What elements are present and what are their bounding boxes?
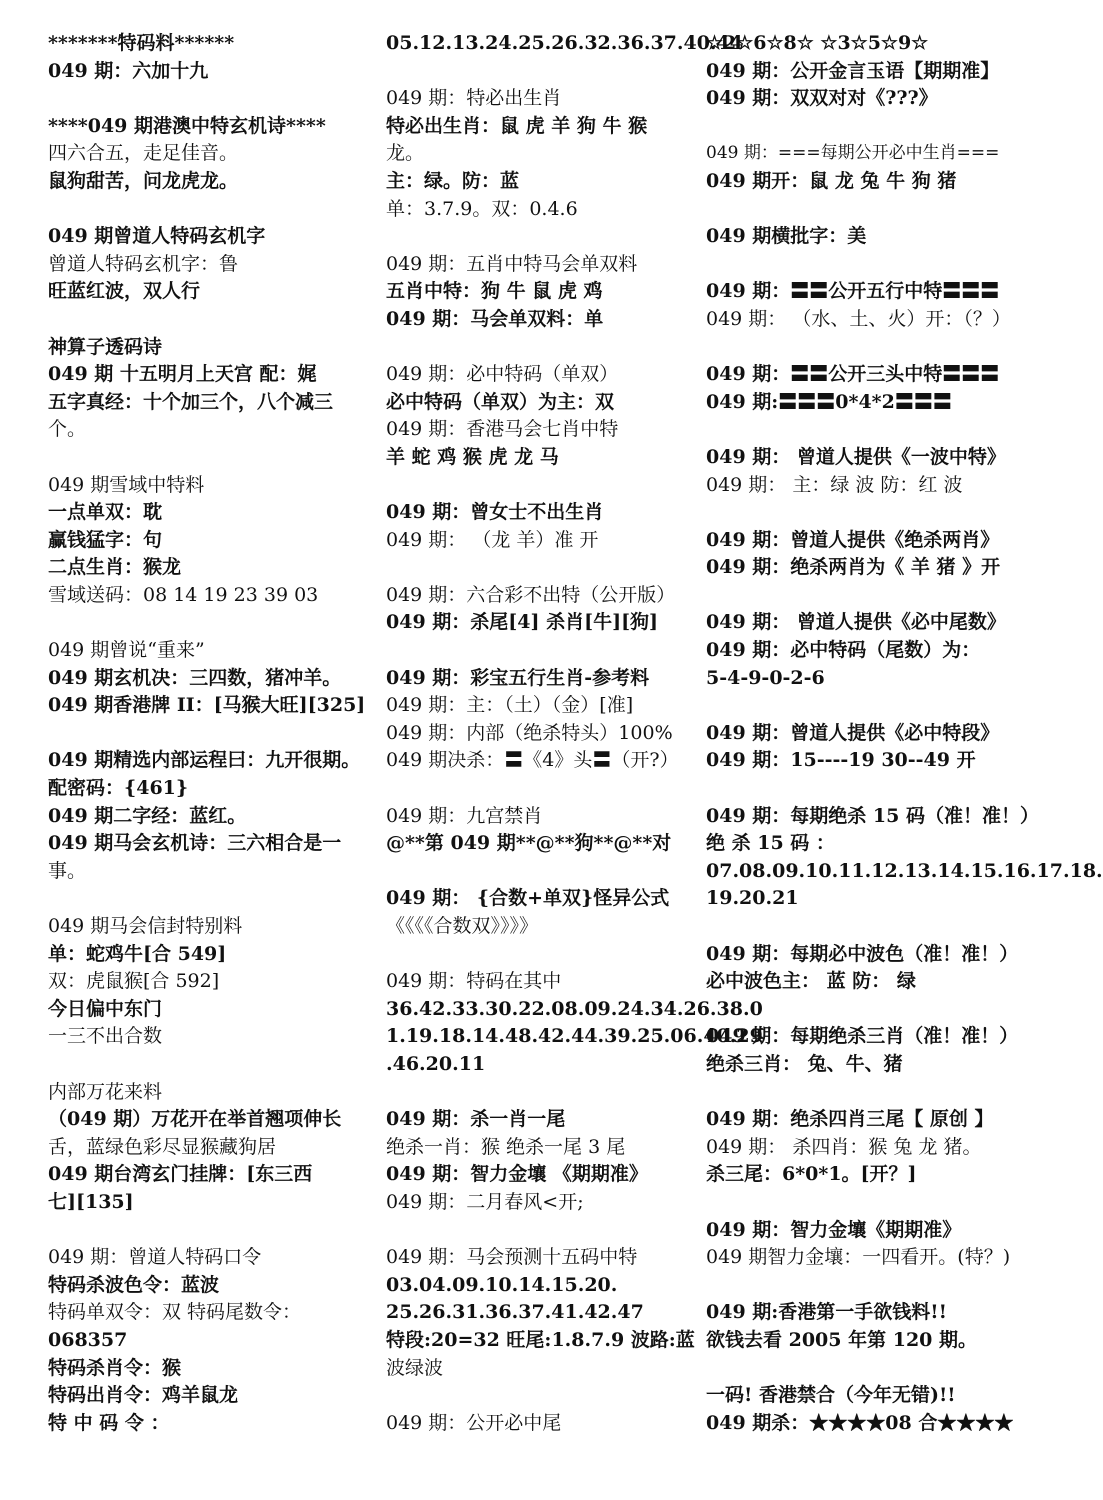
blank-line — [706, 582, 1036, 610]
text-line: 19.20.21 — [706, 887, 799, 910]
text-line: 绝杀三肖： 兔、牛、猪 — [706, 1052, 903, 1075]
text-line: 049 期：每期必中波色（准！准！） — [706, 942, 1019, 965]
blank-line — [48, 196, 378, 224]
text-line: 舌，蓝绿色彩尽显猴藏狗居 — [48, 1135, 277, 1158]
text-line: 049 期：绝杀四肖三尾【 原创 】 — [706, 1108, 994, 1131]
text-line: 068357 — [48, 1328, 128, 1351]
text-line: 049 期雪域中特料 — [48, 473, 205, 496]
text-line: 049 期：二月春风<开; — [386, 1190, 584, 1213]
blank-line — [386, 472, 698, 500]
text-line: 雪域送码：08 14 19 23 39 03 — [48, 583, 319, 606]
text-line: 龙。 — [386, 142, 425, 165]
text-line: 049 期：必中特码（尾数）为： — [706, 639, 981, 662]
blank-line — [48, 1051, 378, 1079]
text-line: 049 期：必中特码（单双） — [386, 363, 619, 386]
text-line: 049 期马会信封特别料 — [48, 915, 243, 937]
text-line: 049 期： 曾道人提供《必中尾数》 — [706, 611, 1006, 634]
text-line: 049 期曾道人特码玄机字 — [48, 225, 266, 248]
text-line: 049 期：九宫禁肖 — [386, 804, 543, 827]
text-line: 049 期精选内部运程曰：九开很期。 — [48, 749, 361, 772]
text-line: 赢钱猛字：句 — [48, 528, 163, 551]
text-line: 049 期：内部（绝杀特头）100% — [386, 721, 673, 744]
text-line: 《《《《合数双》》》》 — [386, 915, 539, 937]
text-line: .46.20.11 — [386, 1052, 486, 1075]
text-line: 双：虎鼠猴[合 592] — [48, 970, 220, 993]
blank-line — [386, 58, 698, 86]
text-line: 049 期：智力金壤《期期准》 — [706, 1218, 962, 1241]
text-line: 049 期： 主：绿 波 防：红 波 — [706, 473, 963, 496]
text-line: 特必出生肖：鼠 虎 羊 狗 牛 猴 — [386, 114, 648, 137]
text-line: 1.19.18.14.48.42.44.39.25.06.40.29 — [386, 1025, 763, 1048]
text-line: ****049 期港澳中特玄机诗**** — [48, 114, 326, 137]
blank-line — [48, 85, 378, 113]
text-line: 049 期：〓〓公开三头中特〓〓〓 — [706, 363, 1000, 386]
blank-line — [386, 775, 698, 803]
blank-line — [706, 416, 1036, 444]
blank-line — [386, 223, 698, 251]
blank-line — [386, 1079, 698, 1107]
text-line: 049 期：马会单双料：单 — [386, 307, 604, 330]
text-line: 049 期： 曾道人提供《一波中特》 — [706, 445, 1006, 468]
text-line: 个。 — [48, 418, 87, 441]
text-line: 049 期横批字：美 — [706, 225, 867, 248]
text-line: 25.26.31.36.37.41.42.47 — [386, 1301, 644, 1324]
blank-line — [386, 554, 698, 582]
blank-line — [48, 609, 378, 637]
text-line: 049 期马会玄机诗：三六相合是一 — [48, 832, 342, 855]
text-line: 特 中 码 令 ： — [48, 1411, 170, 1434]
text-line: 049 期台湾玄门挂牌：[东三西 — [48, 1163, 313, 1186]
text-line: 绝 杀 15 码 ： — [706, 832, 835, 855]
text-line: 一码! 香港禁合（今年无错)!! — [706, 1384, 956, 1407]
text-line: 一三不出合数 — [48, 1025, 163, 1048]
text-line: 049 期 十五明月上天宫 配：娓 — [48, 363, 317, 386]
column-right — [706, 30, 1103, 1490]
text-line: 049 期：五肖中特马会单双料 — [386, 252, 638, 275]
text-line: 主：绿。防：蓝 — [386, 169, 520, 192]
blank-line — [706, 913, 1036, 941]
text-line: 049 期香港牌 II：[马猴大旺][325] — [48, 694, 366, 717]
text-line: 049 期：曾女士不出生肖 — [386, 501, 604, 524]
text-line: 049 期二字经：蓝红。 — [48, 804, 247, 827]
text-line: 今日偏中东门 — [48, 997, 163, 1020]
text-line: 049 期：〓〓公开五行中特〓〓〓 — [706, 280, 1000, 303]
blank-line — [386, 334, 698, 362]
text-line: *******特码料****** — [48, 32, 235, 54]
text-line: 049 期玄机决：三四数，猪冲羊。 — [48, 666, 342, 689]
text-line: 049 期智力金壤：一四看开。(特？) — [706, 1246, 1011, 1269]
text-line: 049 期：每期绝杀 15 码（准！准！） — [706, 804, 1039, 827]
text-line: 特段:20=32 旺尾:1.8.7.9 波路:蓝 — [386, 1328, 695, 1351]
text-line: 必中波色主： 蓝 防： 绿 — [706, 970, 916, 993]
blank-line — [386, 1217, 698, 1245]
blank-line — [48, 885, 378, 913]
text-line: 配密码：{461} — [48, 777, 189, 800]
blank-line — [706, 1355, 1036, 1383]
blank-line — [706, 196, 1036, 224]
blank-line — [48, 444, 378, 472]
text-line: 绝杀一肖：猴 绝杀一尾 3 尾 — [386, 1135, 626, 1158]
text-line: 羊 蛇 鸡 猴 虎 龙 马 — [386, 445, 559, 468]
blank-line — [706, 692, 1036, 720]
text-line: 049 期：公开必中尾 — [386, 1411, 562, 1434]
text-line: 049 期：杀一肖一尾 — [386, 1108, 566, 1131]
blank-line — [386, 858, 698, 886]
text-line: 七][135] — [48, 1190, 134, 1213]
text-line: 神算子透码诗 — [48, 335, 163, 358]
text-line: 049 期： 杀四肖：猴 兔 龙 猪。 — [706, 1135, 982, 1158]
text-line: 波绿波 — [386, 1356, 444, 1379]
blank-line — [48, 1217, 378, 1245]
text-line: 049 期决杀：〓《4》头〓（开?） — [386, 749, 679, 772]
text-line: 单：蛇鸡牛[合 549] — [48, 942, 227, 965]
text-line: 特码出肖令：鸡羊鼠龙 — [48, 1384, 239, 1407]
text-line: 07.08.09.10.11.12.13.14.15.16.17.18. — [706, 859, 1103, 882]
text-line: 049 期：15----19 30--49 开 — [706, 749, 976, 772]
text-line: 曾道人特码玄机字：鲁 — [48, 252, 239, 275]
text-line: 必中特码（单双）为主：双 — [386, 390, 615, 413]
text-line: ☆2☆6☆8☆ ☆3☆5☆9☆ — [706, 32, 929, 54]
blank-line — [48, 720, 378, 748]
text-line: 049 期：彩宝五行生肖-参考料 — [386, 666, 650, 689]
text-line: 欲钱去看 2005 年第 120 期。 — [706, 1328, 978, 1351]
column-left — [48, 30, 378, 1490]
text-line: @**第 049 期**@**狗**@**对 — [386, 832, 672, 855]
text-line: 049 期：每期绝杀三肖（准！准！） — [706, 1025, 1019, 1048]
blank-line — [706, 251, 1036, 279]
blank-line — [706, 113, 1036, 141]
text-line: 049 期杀：★★★★08 合★★★★ — [706, 1411, 1014, 1434]
text-line: 049 期：公开金言玉语【期期准】 — [706, 59, 1000, 82]
blank-line — [706, 334, 1036, 362]
text-line: 旺蓝红波，双人行 — [48, 280, 201, 303]
text-line: 特码杀波色令：蓝波 — [48, 1273, 220, 1296]
text-line: 049 期:〓〓〓0*4*2〓〓〓 — [706, 390, 952, 413]
text-line: 049 期：特必出生肖 — [386, 87, 562, 110]
text-line: 049 期：绝杀两肖为《 羊 猪 》开 — [706, 556, 1001, 579]
text-line: 049 期：曾道人提供《必中特段》 — [706, 721, 1000, 744]
text-line: 内部万花来料 — [48, 1080, 163, 1103]
text-line: 049 期：智力金壤 《期期准》 — [386, 1163, 648, 1186]
blank-line — [706, 775, 1036, 803]
text-line: 049 期：杀尾[4] 杀肖[牛][狗] — [386, 611, 659, 634]
text-line: （049 期）万花开在举首翘项伸长 — [48, 1108, 342, 1131]
text-line: 049 期：曾道人提供《绝杀两肖》 — [706, 528, 1000, 551]
text-line: 049 期： （水、土、火）开：（？） — [706, 307, 1011, 330]
text-line: 一点单双：耽 — [48, 501, 163, 524]
text-line: 049 期：曾道人特码口令 — [48, 1246, 262, 1269]
blank-line — [706, 1272, 1036, 1300]
blank-line — [48, 306, 378, 334]
text-line: 049 期： （龙 羊）准 开 — [386, 528, 599, 551]
text-line: 049 期：特码在其中 — [386, 970, 562, 993]
blank-line — [706, 499, 1036, 527]
text-line: 049 期：六合彩不出特（公开版） — [386, 583, 676, 606]
text-line: 03.04.09.10.14.15.20. — [386, 1273, 618, 1296]
blank-line — [386, 941, 698, 969]
text-line: 单：3.7.9。双：0.4.6 — [386, 197, 578, 220]
text-line: 36.42.33.30.22.08.09.24.34.26.38.0 — [386, 997, 763, 1020]
text-line: 049 期：主：（土）（金）[准] — [386, 694, 634, 717]
text-line: 049 期：双双对对《???》 — [706, 87, 938, 110]
text-line: 049 期开：鼠 龙 兔 牛 狗 猪 — [706, 169, 957, 192]
text-line: 049 期：===每期公开必中生肖=== — [706, 143, 1000, 164]
text-line: 事。 — [48, 859, 87, 882]
text-line: 049 期:香港第一手欲钱料!! — [706, 1301, 947, 1324]
blank-line — [706, 996, 1036, 1024]
text-line: 049 期：香港马会七肖中特 — [386, 418, 619, 441]
text-line: 杀三尾：6*0*1。[开？] — [706, 1163, 917, 1186]
blank-line — [386, 637, 698, 665]
text-line: 四六合五，走足佳音。 — [48, 142, 239, 165]
text-line: 五字真经：十个加三个，八个减三 — [48, 390, 334, 413]
text-line: 五肖中特：狗 牛 鼠 虎 鸡 — [386, 280, 603, 303]
text-line: 特码杀肖令：猴 — [48, 1356, 182, 1379]
text-line: 049 期：六加十九 — [48, 59, 209, 82]
blank-line — [706, 1079, 1036, 1107]
text-line: 二点生肖：猴龙 — [48, 556, 182, 579]
text-line: 特码单双令：双 特码尾数令： — [48, 1301, 302, 1324]
blank-line — [386, 1382, 698, 1410]
text-line: 049 期：马会预测十五码中特 — [386, 1246, 638, 1269]
text-line: 049 期曾说“重来” — [48, 639, 205, 662]
text-line: 049 期： {合数+单双}怪异公式 — [386, 887, 670, 910]
blank-line — [706, 1189, 1036, 1217]
text-line: 05.12.13.24.25.26.32.36.37.40.44 — [386, 32, 743, 54]
text-line: 5-4-9-0-2-6 — [706, 666, 825, 689]
text-line: 鼠狗甜苦，问龙虎龙。 — [48, 169, 239, 192]
